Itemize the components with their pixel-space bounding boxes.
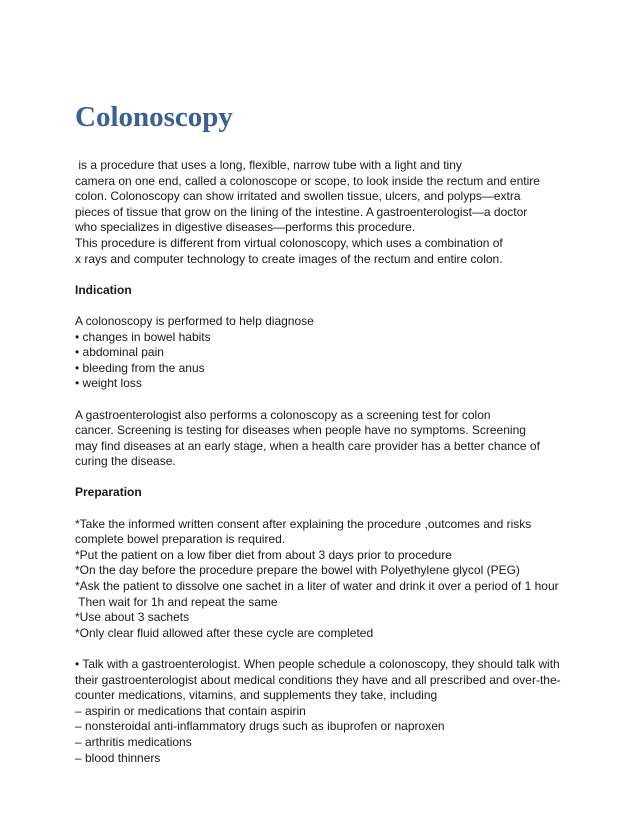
preparation-step: *Ask the patient to dissolve one sachet in a liter of water and drink it over a period of 1 hour [75,579,559,594]
talk-line: their gastroenterologist about medical conditions they have and all prescribed and over-the- [75,672,561,687]
intro-line: This procedure is different from virtual colonoscopy, which uses a combination of [75,235,503,250]
spacer [75,501,565,517]
talk-line: • Talk with a gastroenterologist. When people schedule a colonoscopy, they should talk with [75,657,560,671]
indication-heading: Indication [75,282,132,297]
medication-item: – arthritis medications [75,734,192,749]
preparation-step: complete bowel preparation is required. [75,532,286,547]
spacer [75,392,565,408]
indication-lead: A colonoscopy is performed to help diagnose [75,313,314,328]
preparation-step: *Use about 3 sachets [75,610,190,625]
preparation-step: *Take the informed written consent after explaining the procedure ,outcomes and risks [75,516,532,531]
preparation-step: Then wait for 1h and repeat the same [75,594,278,609]
intro-paragraph [75,158,565,267]
screening-line: curing the disease. [75,454,176,469]
medication-item: – nonsteroidal anti-inflammatory drugs such as ibuprofen or naproxen [75,719,445,734]
document-page [75,100,565,766]
intro-line: x rays and computer technology to create images of the rectum and entire colon. [75,251,503,266]
medication-item: – blood thinners [75,750,161,765]
medication-item: – aspirin or medications that contain aspirin [75,703,306,718]
screening-line: may find diseases at an early stage, when a health care provider has a better chance of [75,438,540,453]
screening-line: A gastroenterologist also performs a colonoscopy as a screening test for colon [75,407,491,422]
spacer [75,641,565,657]
intro-line: colon. Colonoscopy can show irritated and swollen tissue, ulcers, and polyps—extra [75,189,521,204]
preparation-heading: Preparation [75,485,142,500]
intro-line: who specializes in digestive diseases—performs this procedure. [75,220,416,235]
preparation-step: *Put the patient on a low fiber diet from about 3 days prior to procedure [75,547,452,562]
intro-line: pieces of tissue that grow on the lining of the intestine. A gastroenterologist—a doctor [75,204,528,219]
spacer [75,267,565,283]
preparation-step: *On the day before the procedure prepare the bowel with Polyethylene glycol (PEG) [75,563,520,578]
preparation-steps [75,517,565,642]
indication-list [75,314,565,392]
intro-line: is a procedure that uses a long, flexible, narrow tube with a light and tiny [75,158,462,172]
spacer [75,470,565,486]
talk-line: counter medications, vitamins, and supplements they take, including [75,688,438,703]
screening-line: cancer. Screening is testing for diseases when people have no symptoms. Screening [75,423,526,438]
page-title: Colonoscopy [75,101,233,133]
intro-line: camera on one end, called a colonoscope or scope, to look inside the rectum and entire [75,173,540,188]
spacer [75,298,565,314]
screening-paragraph [75,408,565,470]
list-item: • weight loss [75,376,142,391]
talk-paragraph [75,657,565,766]
list-item: • bleeding from the anus [75,360,205,375]
preparation-step: *Only clear fluid allowed after these cycle are completed [75,625,374,640]
list-item: • changes in bowel habits [75,329,211,344]
list-item: • abdominal pain [75,345,164,360]
